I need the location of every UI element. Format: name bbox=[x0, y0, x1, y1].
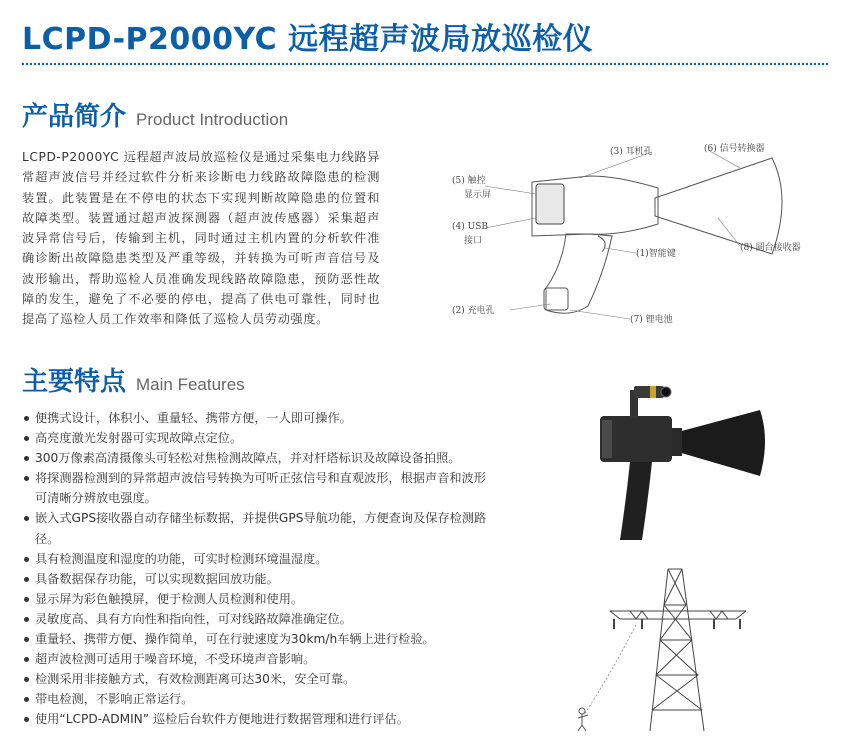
label-battery: (7) 锂电池 bbox=[630, 315, 673, 325]
product-photo bbox=[590, 380, 780, 550]
feature-item: 检测采用非接触方式，有效检测距离可达30米，安全可靠。 bbox=[24, 669, 494, 689]
intro-heading-cn: 产品简介 bbox=[22, 102, 127, 132]
features-heading bbox=[22, 361, 245, 398]
inspector-figure bbox=[578, 708, 588, 731]
trigger-outline bbox=[598, 236, 605, 252]
features-list bbox=[24, 408, 494, 730]
handle-outline bbox=[546, 234, 612, 313]
receiver-horn-outline bbox=[655, 158, 782, 254]
features-heading-cn: 主要特点 bbox=[22, 367, 127, 397]
photo-screen-side bbox=[602, 420, 612, 458]
feature-item: 显示屏为彩色触摸屏，便于检测人员检测和使用。 bbox=[24, 589, 494, 609]
photo-laser bbox=[634, 386, 664, 398]
features-heading-en: Main Features bbox=[136, 375, 245, 394]
feature-item: 使用“LCPD-ADMIN” 巡检后台软件方便地进行数据管理和进行评估。 bbox=[24, 709, 494, 729]
product-diagram bbox=[440, 138, 840, 338]
label-touch-line1: (5) 触控 bbox=[452, 176, 486, 186]
feature-item: 高亮度激光发射器可实现故障点定位。 bbox=[24, 428, 494, 448]
intro-heading bbox=[22, 96, 288, 133]
photo-handle bbox=[620, 462, 652, 540]
label-converter: (6) 信号转换器 bbox=[704, 144, 765, 154]
feature-item: 灵敏度高、具有方向性和指向性，可对线路故障准确定位。 bbox=[24, 609, 494, 629]
transmission-tower-illustration bbox=[570, 565, 790, 733]
label-touch-line2: 显示屏 bbox=[464, 190, 492, 200]
label-usb-line1: (4) USB bbox=[452, 222, 488, 232]
feature-item: 将探测器检测到的异常超声波信号转换为可听正弦信号和直观波形，根据声音和波形可清晰分辨放电强度。 bbox=[24, 468, 494, 508]
battery-base-outline bbox=[544, 288, 568, 310]
label-charge: (2) 充电孔 bbox=[452, 306, 495, 316]
feature-item: 带电检测，不影响正常运行。 bbox=[24, 689, 494, 709]
feature-item: 300万像素高清摄像头可轻松对焦检测故障点，并对杆塔标识及故障设备拍照。 bbox=[24, 448, 494, 468]
photo-camera-lens bbox=[661, 387, 671, 397]
feature-item: 便携式设计，体积小、重量轻、携带方便，一人即可操作。 bbox=[24, 408, 494, 428]
feature-item: 超声波检测可适用于噪音环境，不受环境声音影响。 bbox=[24, 649, 494, 669]
feature-item: 嵌入式GPS接收器自动存储坐标数据，并提供GPS导航功能，方便查询及保存检测路径。 bbox=[24, 508, 494, 548]
page-title: LCPD-P2000YC 远程超声波局放巡检仪 bbox=[22, 22, 594, 57]
feature-item: 重量轻、携带方便、操作简单，可在行驶速度为30km/h车辆上进行检验。 bbox=[24, 629, 494, 649]
photo-horn bbox=[678, 410, 765, 476]
title-divider bbox=[22, 63, 828, 65]
label-receiver: (8) 圆台接收器 bbox=[740, 243, 801, 253]
feature-item: 具备数据保存功能，可以实现数据回放功能。 bbox=[24, 569, 494, 589]
label-usb-line2: 接口 bbox=[464, 236, 483, 246]
label-smart-key: (1)智能键 bbox=[636, 249, 676, 259]
intro-heading-en: Product Introduction bbox=[136, 110, 289, 129]
photo-laser-accent bbox=[650, 386, 656, 398]
intro-paragraph: LCPD-P2000YC 远程超声波局放巡检仪是通过采集电力线路异常超声波信号并经过软件分析来诊断电力线路故障隐患的检测装置。此装置是在不停电的状态下实现判断故障隐患的位置和故障类型。装置通过超声波探测器（超声波传感器）采集超声波异常信号后，传输到主机，同时通过主机内置的分析软件准确诊断出故障隐患类型及严重等级，并转换为可听声音信号及波形输出，帮助巡检人员准确发现线路故障隐患，预防恶性故障的发生，避免了不必要的停电，提高了供电可靠性，同时也提高了巡检人员工作效率和降低了巡检人员劳动强度。 bbox=[22, 150, 380, 327]
label-earphone: (3) 耳机孔 bbox=[610, 147, 653, 157]
feature-item: 具有检测温度和湿度的功能，可实时检测环境温湿度。 bbox=[24, 549, 494, 569]
screen-outline bbox=[536, 184, 564, 224]
